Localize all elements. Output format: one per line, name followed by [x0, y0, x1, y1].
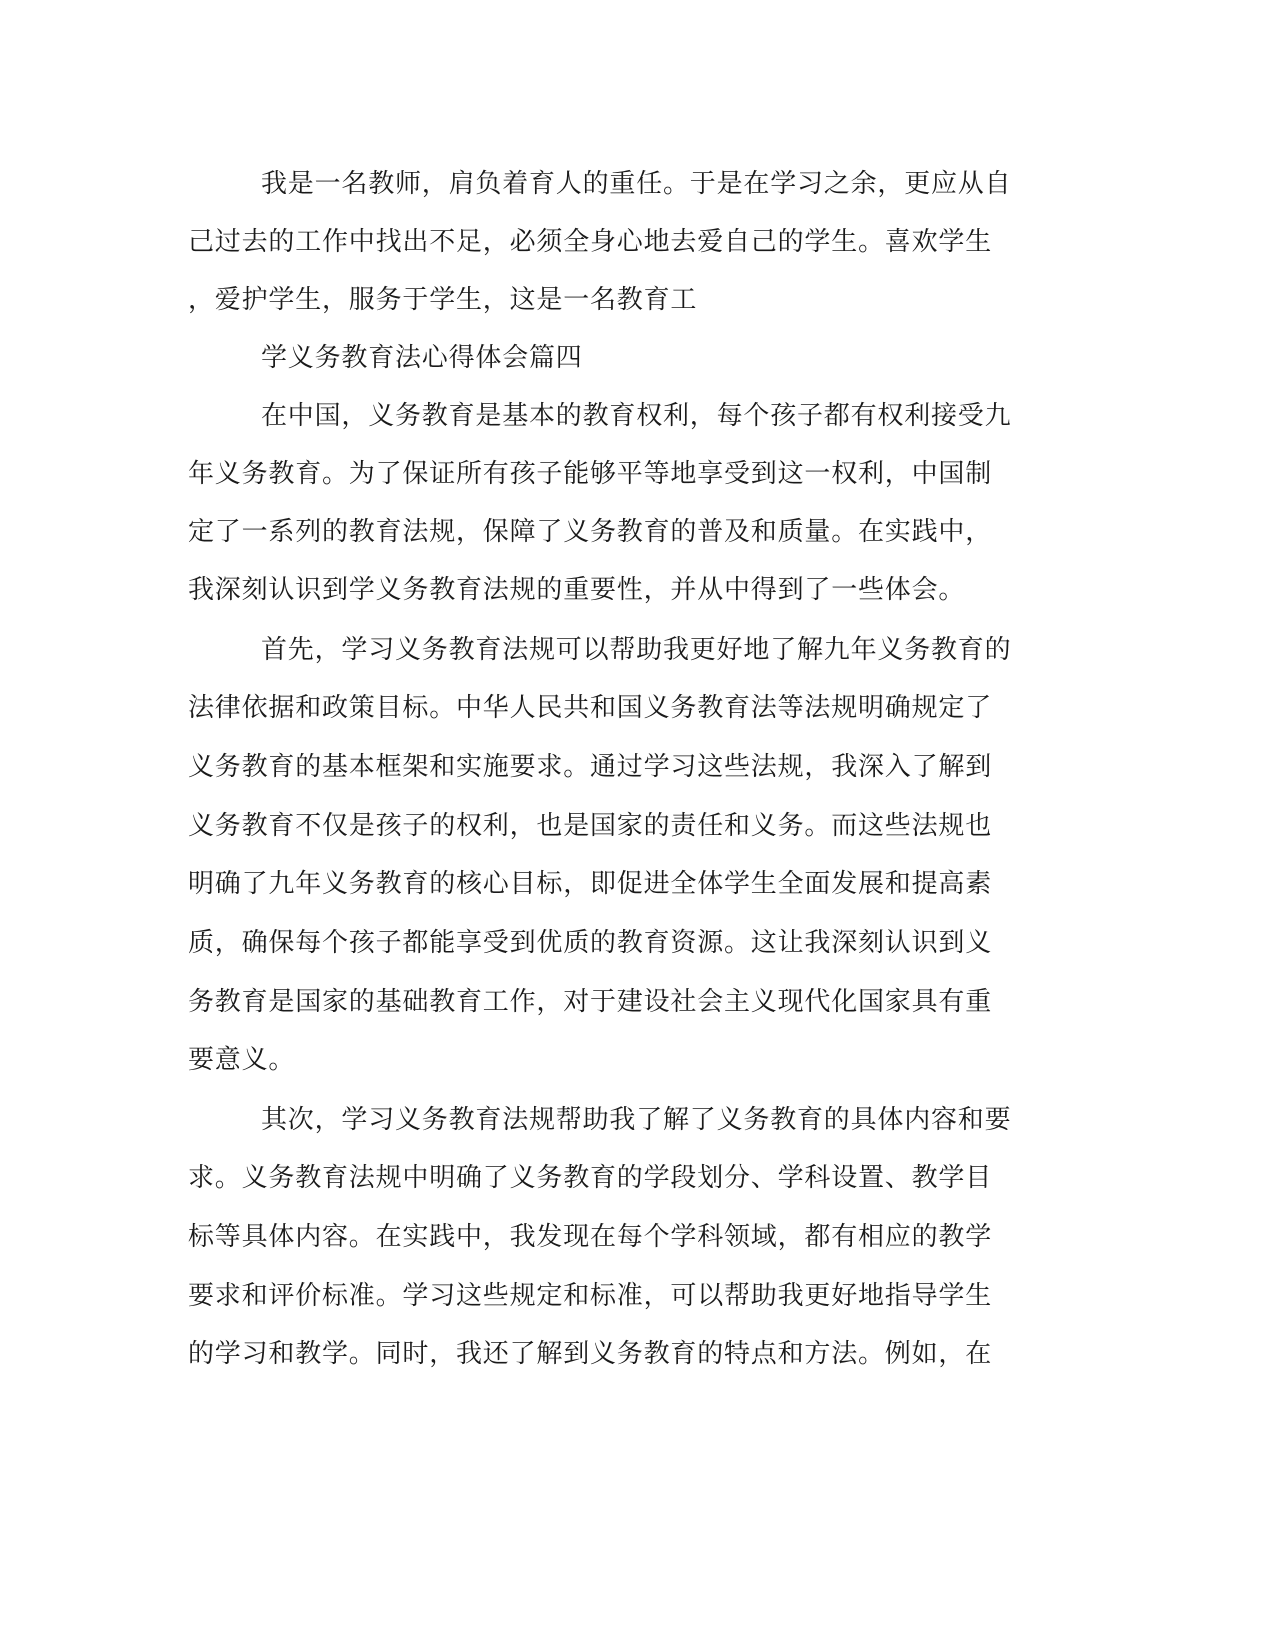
paragraph-3-line-5: 明确了九年义务教育的核心目标，即促进全体学生全面发展和提高素	[188, 869, 993, 899]
paragraph-2-line-3: 定了一系列的教育法规，保障了义务教育的普及和质量。在实践中，	[188, 517, 993, 547]
section-heading: 学义务教育法心得体会篇四	[261, 343, 583, 373]
paragraph-2-line-4: 我深刻认识到学义务教育法规的重要性，并从中得到了一些体会。	[188, 575, 966, 605]
paragraph-4-line-5: 的学习和教学。同时，我还了解到义务教育的特点和方法。例如，在	[188, 1339, 993, 1369]
paragraph-1-line-1: 我是一名教师，肩负着育人的重任。于是在学习之余，更应从自	[261, 169, 1012, 199]
paragraph-3-line-6: 质，确保每个孩子都能享受到优质的教育资源。这让我深刻认识到义	[188, 928, 993, 958]
paragraph-1-line-2: 己过去的工作中找出不足，必须全身心地去爱自己的学生。喜欢学生	[188, 227, 993, 257]
paragraph-2-line-1: 在中国，义务教育是基本的教育权利，每个孩子都有权利接受九	[261, 401, 1012, 431]
paragraph-3-line-8: 要意义。	[188, 1045, 296, 1075]
paragraph-4-line-1: 其次，学习义务教育法规帮助我了解了义务教育的具体内容和要	[261, 1105, 1012, 1135]
paragraph-3-line-3: 义务教育的基本框架和实施要求。通过学习这些法规，我深入了解到	[188, 752, 993, 782]
paragraph-3-line-2: 法律依据和政策目标。中华人民共和国义务教育法等法规明确规定了	[188, 693, 993, 723]
paragraph-4-line-4: 要求和评价标准。学习这些规定和标准，可以帮助我更好地指导学生	[188, 1281, 993, 1311]
paragraph-3-line-7: 务教育是国家的基础教育工作，对于建设社会主义现代化国家具有重	[188, 987, 993, 1017]
paragraph-1-line-3: ，爱护学生，服务于学生，这是一名教育工	[188, 285, 698, 315]
paragraph-2-line-2: 年义务教育。为了保证所有孩子能够平等地享受到这一权利，中国制	[188, 459, 993, 489]
paragraph-3-line-1: 首先，学习义务教育法规可以帮助我更好地了解九年义务教育的	[261, 635, 1012, 665]
paragraph-4-line-3: 标等具体内容。在实践中，我发现在每个学科领域，都有相应的教学	[188, 1222, 993, 1252]
paragraph-3-line-4: 义务教育不仅是孩子的权利，也是国家的责任和义务。而这些法规也	[188, 811, 993, 841]
paragraph-4-line-2: 求。义务教育法规中明确了义务教育的学段划分、学科设置、教学目	[188, 1163, 993, 1193]
